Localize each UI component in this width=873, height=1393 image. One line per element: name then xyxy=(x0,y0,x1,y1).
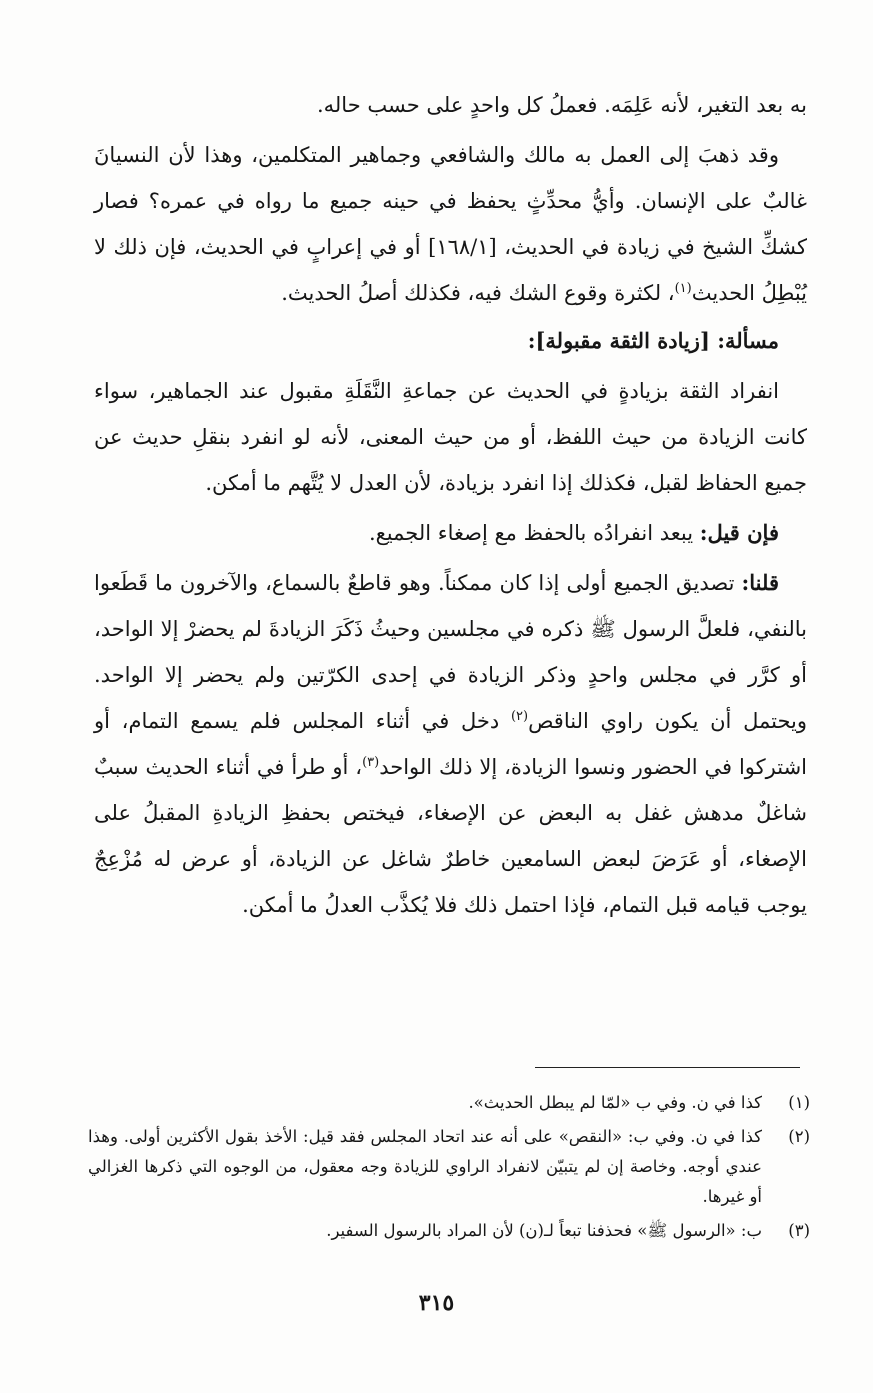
objection-text: يبعد انفرادُه بالحفظ مع إصغاء الجميع. xyxy=(368,521,700,545)
paragraph-objection xyxy=(94,510,807,556)
footnote-3 xyxy=(88,1216,810,1246)
paragraph-memory-text-a: وقد ذهبَ إلى العمل به مالك والشافعي وجماهير المتكلمين، وهذا لأن النسيانَ غالبٌ على الإنسان. وأيُّ محدِّثٍ يحفظ في حينه جميع ما رواه في عمره؟ فصار كشكِّ الشيخ في زيادة في الحديث، [١٦٨/١] أو في إعرابٍ في الحديث، فإن ذلك لا يُبْطِلُ الحديث xyxy=(94,143,807,305)
footnote-number: (٢) xyxy=(788,1127,810,1146)
main-text xyxy=(94,82,807,928)
footnote-ref-2[interactable]: (٢) xyxy=(510,709,529,724)
paragraph-trustworthy-addition: انفراد الثقة بزيادةٍ في الحديث عن جماعةِ النَّقَلَةِ مقبول عند الجماهير، سواء كانت الزيادة من حيث اللفظ، أو من حيث المعنى، لأنه لو انفرد بنقلِ حديث عن جميع الحفاظ لقبل، فكذلك إذا انفرد بزيادة، لأن العدل لا يُتَّهم ما أمكن. xyxy=(94,379,807,495)
footnote-2 xyxy=(88,1122,810,1212)
footnote-number: (١) xyxy=(788,1093,810,1112)
footnote-text: كذا في ن. وفي ب: «النقص» على أنه عند اتحاد المجلس فقد قيل: الأخذ بقول الأكثرين أولى. وهذا عندي أوجه. وخاصة إن لم يتبيّن لانفراد الراوي للزيادة وجه معقول، من الوجوه التي ذكرها الغزالي أو غيرها. xyxy=(88,1127,762,1206)
section-heading: مسألة: [زيادة الثقة مقبولة]: xyxy=(527,328,779,353)
page-number: ٣١٥ xyxy=(418,1290,455,1316)
objection-lead: فإن قيل: xyxy=(699,520,779,545)
reply-text-a: تصديق الجميع أولى إذا كان ممكناً. وهو قاطعٌ بالسماع، والآخرون ما قَطَعوا بالنفي، فلعلَّ الرسول ﷺ ذكره في مجلسين وحيثُ ذَكَرَ الزيادةَ لم يحضرْ إلا الواحد، أو كرَّر في مجلس واحدٍ وذكر الزيادة في إحدى الكرّتين ولم يحضر إلا الواحد. ويحتمل أن يكون راوي الناقص xyxy=(94,571,807,733)
footnote-ref-1[interactable]: (١) xyxy=(674,281,692,296)
footnote-number: (٣) xyxy=(788,1221,810,1240)
footnote-text: ب: «الرسول ﷺ» فحذفنا تبعاً لـ(ن) لأن المراد بالرسول السفير. xyxy=(326,1221,762,1240)
footnotes xyxy=(88,1088,810,1250)
reply-text-c: ، أو طرأ في أثناء الحديث سببٌ شاغلٌ مدهش غفل به البعض عن الإصغاء، فيختص بحفظِ الزيادةِ المقبلُ على الإصغاء، أو عَرَضَ لبعض السامعين خاطرٌ شاغل عن الزيادة، أو عرض له مُزْعِجٌ يوجب قيامه قبل التمام، فإذا احتمل ذلك فلا يُكذَّب العدلُ ما أمكن. xyxy=(94,755,807,917)
footnote-ref-3[interactable]: (٣) xyxy=(362,755,380,770)
paragraph-memory xyxy=(94,132,807,316)
reply-text-b: دخل في أثناء المجلس فلم يسمع التمام، أو اشتركوا في الحضور ونسوا الزيادة، إلا ذلك الواحد xyxy=(94,709,807,779)
footnote-1 xyxy=(88,1088,810,1118)
paragraph-continuation: به بعد التغير، لأنه عَلِمَه. فعملُ كل واحدٍ على حسب حاله. xyxy=(316,93,807,117)
footnote-text: كذا في ن. وفي ب «لمّا لم يبطل الحديث». xyxy=(468,1093,762,1112)
footnote-divider xyxy=(535,1067,800,1068)
paragraph-reply xyxy=(94,560,807,928)
reply-lead: قلنا: xyxy=(741,570,779,595)
paragraph-memory-text-b: ، لكثرة وقوع الشك فيه، فكذلك أصلُ الحديث. xyxy=(281,281,675,305)
